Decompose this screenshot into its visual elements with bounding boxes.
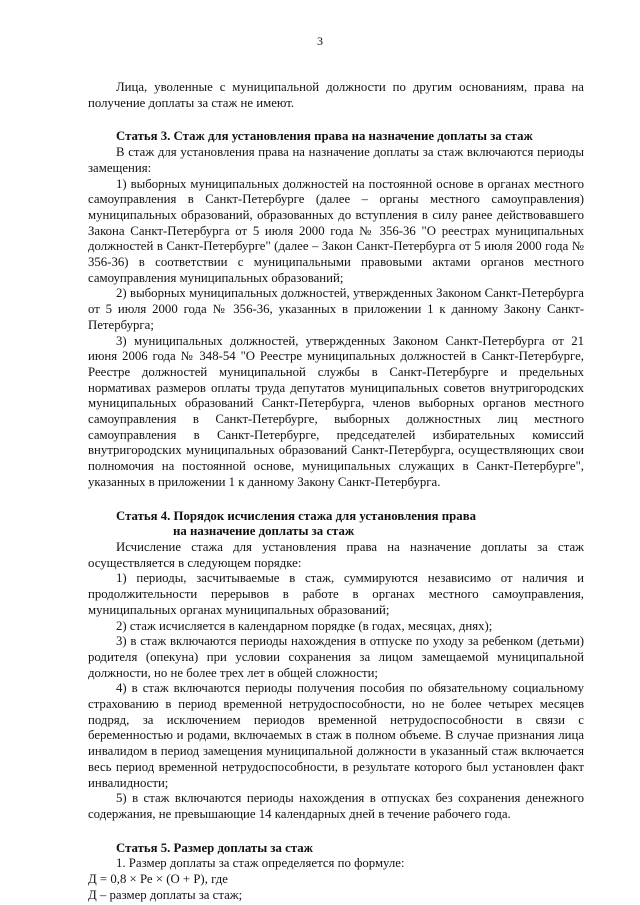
article-5-line-3: Д – размер доплаты за стаж; bbox=[88, 887, 243, 902]
intro-paragraph: Лица, уволенные с муниципальной должности по другим основаниям, права на получение доплаты за стаж не имеют. bbox=[88, 80, 584, 110]
article-3-lead: В стаж для установления права на назначение доплаты за стаж включаются периоды замещения: bbox=[88, 145, 584, 175]
article-4-item-5: 5) в стаж включаются периоды нахождения в отпусках без сохранения денежного содержания, не превышающие 14 календарных дней в течение рабочего года. bbox=[88, 791, 584, 821]
article-4-heading-line-1: Статья 4. Порядок исчисления стажа для установления права bbox=[116, 508, 477, 523]
article-5-heading: Статья 5. Размер доплаты за стаж bbox=[116, 840, 313, 855]
page-number: 3 bbox=[317, 34, 323, 48]
document-body bbox=[88, 80, 584, 903]
article-3-item-1: 1) выборных муниципальных должностей на постоянной основе в органах местного самоуправления в Санкт-Петербурге (далее – органы местного самоуправления) муниципальных образований, образованных до вступления в силу ранее действовавшего Закона Санкт-Петербурга от 5 июля 2000 года № 356-36 "О реестрах муниципальных должностей в Санкт-Петербурге" (далее – Закон Санкт-Петербурга от 5 июля 2000 года № 356-36) в соответствии с муниципальными правовыми актами органов местного самоуправления муниципальных образований; bbox=[88, 176, 584, 285]
article-5-formula: Д = 0,8 × Ре × (О + Р), где bbox=[88, 872, 228, 887]
article-4 bbox=[88, 509, 584, 823]
article-3-item-2: 2) выборных муниципальных должностей, утвержденных Законом Санкт-Петербурга от 5 июля 2000 года № 356-36, указанных в приложении 1 к данному Закону Санкт-Петербурга; bbox=[88, 286, 584, 332]
article-4-heading-line-2: на назначение доплаты за стаж bbox=[173, 524, 355, 539]
article-4-item-4: 4) в стаж включаются периоды получения пособия по обязательному социальному страхованию в период временной нетрудоспособности, но не более четырех месяцев подряд, за исключением периодов временной нетрудоспособности в связи с беременностью и родами, включаемых в стаж в полном объеме. В случае признания лица инвалидом в период замещения муниципальной должности в указанный стаж включается весь период временной нетрудоспособности, в результате которого был установлен факт инвалидности; bbox=[88, 681, 584, 790]
article-4-heading bbox=[88, 509, 584, 540]
article-4-item-1: 1) периоды, засчитываемые в стаж, суммируются независимо от наличия и продолжительности перерывов в работе в органах местного самоуправления, муниципальных органах муниципальных образований; bbox=[88, 571, 584, 617]
article-4-item-3: 3) в стаж включаются периоды нахождения в отпуске по уходу за ребенком (детьми) родителя (опекуна) при условии сохранения за лицом замещаемой муниципальной должности, но не более трех лет в общей сложности; bbox=[88, 634, 584, 680]
article-3-heading: Статья 3. Стаж для установления права на назначение доплаты за стаж bbox=[116, 129, 533, 144]
article-3 bbox=[88, 129, 584, 490]
article-3-item-3: 3) муниципальных должностей, утвержденных Законом Санкт-Петербурга от 21 июня 2006 года № 348-54 "О Реестре муниципальных должностей в Санкт-Петербурге, Реестре должностей муниципальной службы в Санкт-Петербурге и предельных нормативах размеров оплаты труда депутатов муниципальных советов внутригородских муниципальных образований Санкт-Петербурга, членов выборных органов местного самоуправления в Санкт-Петербурге, выборных должностных лиц местного самоуправления в Санкт-Петербурге, председателей избирательных комиссий внутригородских муниципальных образований Санкт-Петербурга, осуществляющих свои полномочия на постоянной основе, муниципальных служащих в Санкт-Петербурге", указанных в приложении 1 к данному Закону Санкт-Петербурга. bbox=[88, 333, 584, 489]
article-4-item-2: 2) стаж исчисляется в календарном порядке (в годах, месяцах, днях); bbox=[116, 618, 493, 633]
article-4-lead: Исчисление стажа для установления права на назначение доплаты за стаж осуществляется в следующем порядке: bbox=[88, 539, 584, 570]
article-5-line-1: 1. Размер доплаты за стаж определяется по формуле: bbox=[116, 856, 405, 871]
article-5 bbox=[88, 841, 584, 904]
